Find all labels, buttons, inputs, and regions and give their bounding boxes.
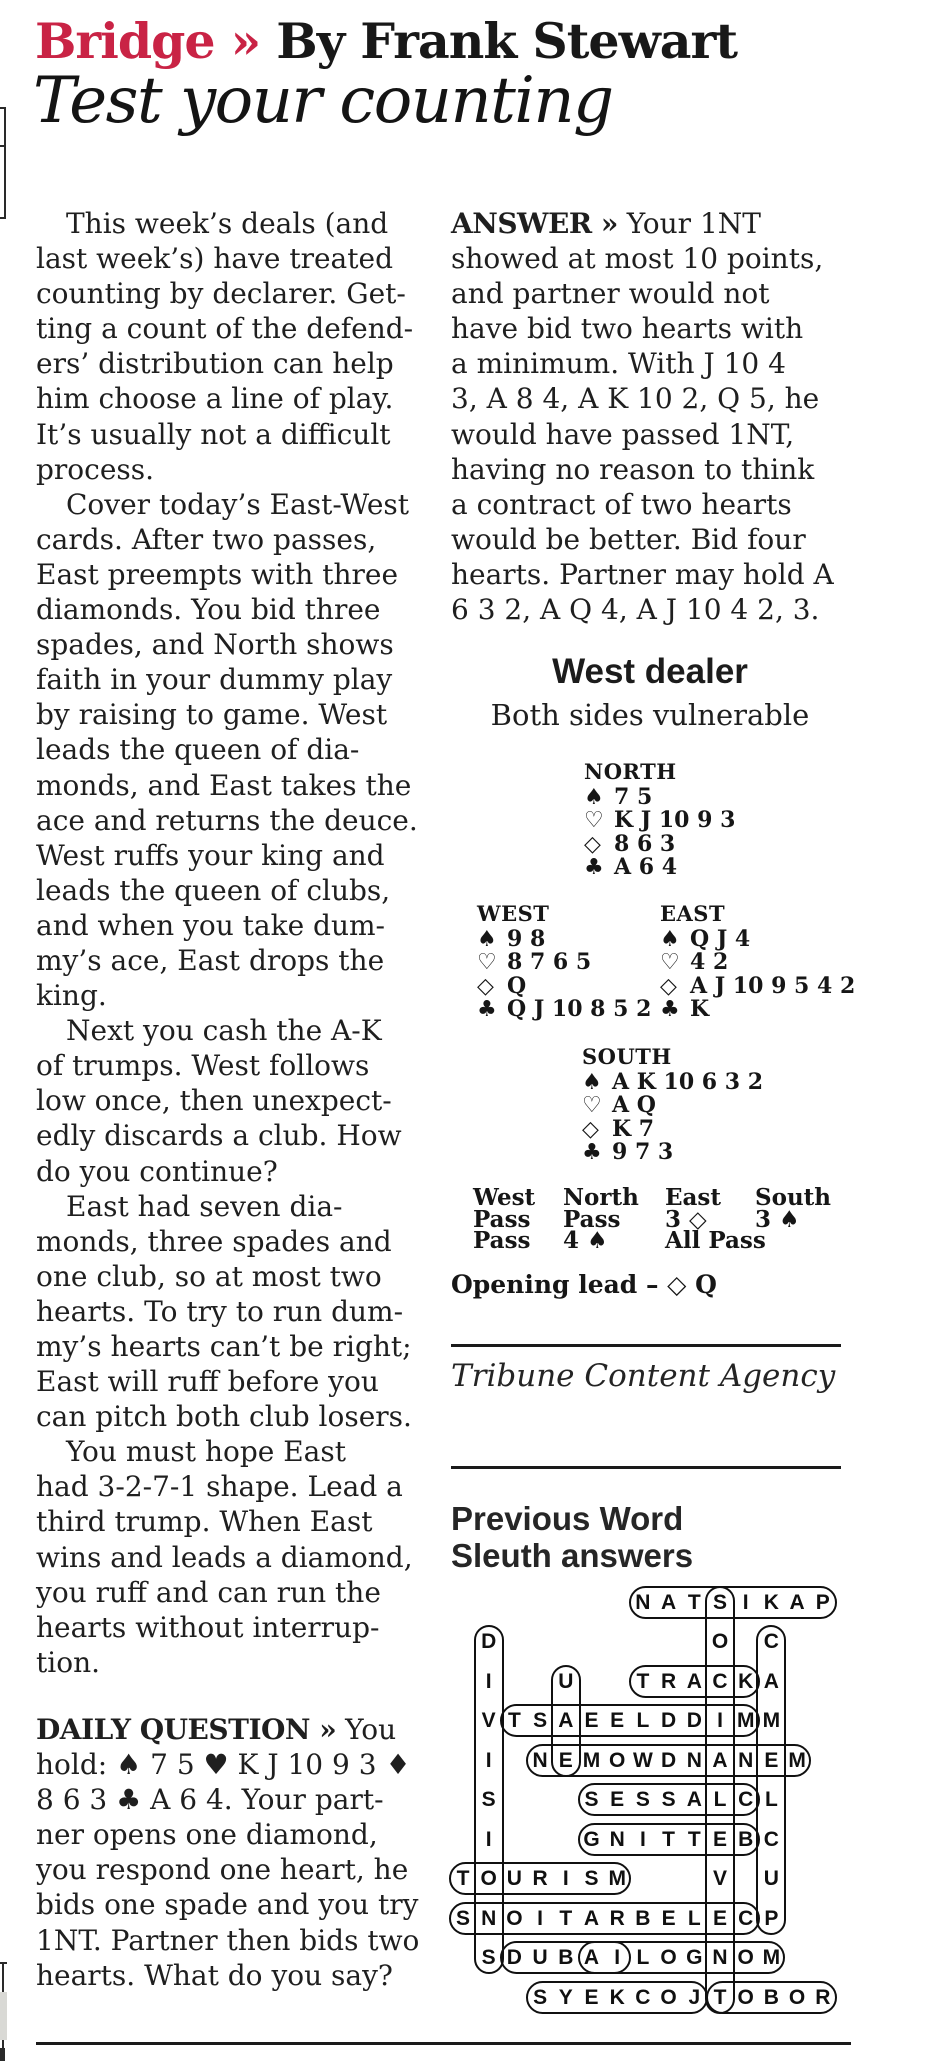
hand-label: SOUTH [582,1044,672,1069]
hand-suit-row [477,925,651,952]
grid-letter: L [687,1906,701,1930]
article-line: a minimum. With J 10 4 [451,347,786,381]
grid-letter: I [717,1709,723,1732]
article-line: having no reason to think [451,452,815,486]
grid-letter: A [583,1946,600,1969]
bid-cell: Pass [563,1206,621,1233]
page-edge-artifact [0,2048,5,2061]
grid-letter: M [608,1867,626,1890]
hand-suit-row [477,951,651,975]
grid-letter: N [635,1590,651,1614]
answer-pill-camel-cup [756,1625,786,1935]
article-line: 6 3 2, A Q 4, A J 10 4 2, 3. [451,593,820,627]
diamond-icon: ◇ [584,831,601,857]
grid-letter: U [558,1669,574,1693]
hand-north [584,760,735,880]
hand-suit-row [660,998,855,1022]
grid-letter: A [661,1590,677,1614]
grid-letter: L [713,1788,727,1811]
article-line: 1NT. Partner then bids two [36,1923,420,1957]
hand-cards: 9 8 [507,925,546,952]
article-line: ANSWER » Your 1NT [451,207,761,240]
grid-letter: G [583,1827,600,1851]
answer-pill-betting [578,1823,760,1856]
agency-credit: Tribune Content Agency [451,1358,836,1394]
article-line: would be better. Bid four [451,522,806,556]
grid-letter: S [481,1946,496,1969]
article-line: hearts without interrup- [36,1610,380,1644]
diamond-icon: ◇ [660,973,677,999]
article-line: king. [36,979,107,1013]
grid-letter: M [582,1748,601,1772]
grid-letter: W [632,1748,653,1772]
heart-icon: ♡ [660,950,680,975]
bid-cell: East [665,1184,722,1211]
grid-letter: T [662,1827,675,1851]
article-line: 8 6 3 ♣ A 6 4. Your part- [36,1783,384,1817]
grid-letter: N [712,1946,728,1969]
grid-letter: A [686,1788,702,1811]
grid-letter: N [609,1827,625,1851]
grid-letter: U [506,1867,522,1890]
grid-letter: T [636,1669,650,1693]
grid-letter: A [686,1669,702,1693]
spade-icon: ♠ [477,926,497,952]
club-icon: ♣ [477,997,497,1022]
word-sleuth-heading-line: Previous Word [451,1500,684,1537]
article-line: by raising to game. West [36,698,388,732]
article-line: my’s hearts can’t be right; [36,1330,412,1363]
grid-letter: M [736,1709,755,1732]
answer-pill-tourism [449,1862,631,1895]
grid-letter: I [742,1590,749,1614]
grid-letter: L [636,1709,650,1732]
grid-letter: C [635,1985,651,2009]
section-name: Bridge [35,12,215,70]
grid-letter: B [738,1827,754,1851]
grid-letter: S [584,1867,599,1890]
grid-letter: E [610,1788,625,1811]
hand-cards: A J 10 9 5 4 2 [690,972,856,999]
grid-letter: I [485,1669,492,1693]
grid-letter: I [485,1827,492,1851]
grid-letter: E [712,1827,727,1851]
grid-letter: C [738,1788,754,1811]
grid-letter: K [763,1590,779,1614]
grid-letter: A [583,1906,600,1930]
word-sleuth-heading-line: Sleuth answers [451,1537,694,1574]
grid-letter: E [610,1709,625,1732]
article-line: you respond one heart, he [36,1853,409,1887]
hand-cards: 8 6 3 [614,830,676,857]
grid-letter: D [661,1748,677,1772]
grid-letter: N [686,1748,702,1772]
hand-cards: A K 10 6 3 2 [612,1068,764,1095]
hand-suit-row [660,972,856,999]
answer-pill-celebrations [449,1902,760,1935]
grid-letter: C [712,1669,728,1693]
article-line: East will ruff before you [36,1365,379,1399]
hand-suit-row [582,1094,763,1118]
headline: Test your counting [33,64,613,138]
answer-pill-pakistan [629,1586,837,1619]
hand-cards: Q J 10 8 5 2 [507,996,652,1022]
article-line: This week’s deals (and [66,207,389,240]
column-masthead [35,12,737,70]
grid-letter: C [738,1906,754,1930]
article-line: leads the queen of clubs, [36,873,391,907]
hand-cards: K [690,996,710,1022]
grid-letter: U [763,1867,779,1890]
grid-letter: E [712,1906,727,1930]
page-edge-artifact [0,107,6,109]
grid-letter: B [635,1906,651,1930]
article-line: hearts. Partner may hold A [451,557,834,591]
answer-pill-social-event [705,1586,735,2014]
article-line: hearts. To try to run dum- [36,1294,404,1328]
grid-letter: A [789,1590,805,1614]
hand-suit-row [584,856,735,880]
hand-cards: 7 5 [614,783,653,810]
grid-letter: T [456,1867,470,1890]
grid-letter: S [533,1985,548,2009]
answer-pill-dubai [500,1941,631,1974]
hand-south [582,1045,763,1165]
article-line: have bid two hearts with [451,312,804,346]
article-line: ers’ distribution can help [36,347,394,381]
grid-letter: P [815,1590,830,1614]
spade-icon: ♠ [584,784,604,810]
article-line: last week’s) have treated [36,242,393,276]
hand-suit-row [584,783,735,810]
grid-letter: T [713,1985,727,2009]
section-lead-label: DAILY QUESTION » [36,1713,337,1746]
answer-block [451,206,834,627]
grid-letter: N [738,1748,754,1772]
divider [36,2042,851,2045]
answer-pill-divisions [474,1625,504,1974]
grid-letter: S [584,1788,599,1811]
grid-letter: V [712,1867,727,1890]
grid-letter: O [737,1946,754,1969]
article-line: wins and leads a diamond, [36,1540,413,1574]
bid-cell: 3 ♠ [755,1206,800,1233]
hand-cards: A 6 4 [614,854,678,880]
page-edge-artifact [0,217,6,219]
heart-icon: ♡ [582,1093,602,1118]
grid-letter: I [639,1827,646,1851]
article-line: tion. [36,1645,100,1679]
hand-suit-row [584,830,735,857]
chevron-separator-icon: » [230,12,261,70]
article-line: third trump. When East [36,1505,373,1539]
article-line: You must hope East [66,1435,346,1469]
article-line: faith in your dummy play [36,663,393,697]
hand-cards: Q J 4 [690,925,751,952]
diamond-icon: ◇ [582,1116,599,1142]
article-line: DAILY QUESTION » You [36,1713,397,1746]
grid-letter: R [609,1906,625,1930]
grid-letter: A [558,1709,574,1732]
article-line: and partner would not [451,277,770,311]
article-line: It’s usually not a difficult [36,417,391,451]
grid-letter: R [661,1669,677,1693]
article-line: Next you cash the A-K [66,1014,382,1048]
vulnerability-line: Both sides vulnerable [490,698,810,732]
hand-label: EAST [660,901,726,926]
grid-letter: E [764,1748,779,1772]
hand-suit-row [584,809,735,833]
hand-suit-row [660,951,855,975]
grid-letter: C [763,1630,779,1653]
article-line: monds, three spades and [36,1224,392,1258]
article-line: a contract of two hearts [451,487,792,521]
answer-pill-classes [578,1783,760,1816]
divider [451,1466,841,1469]
hand-east [660,902,855,1022]
grid-letter: O [737,1985,754,2009]
grid-letter: L [764,1788,778,1811]
grid-letter: S [635,1788,650,1811]
word-sleuth-heading [451,1500,693,1574]
grid-letter: O [660,1985,677,2009]
grid-letter: K [609,1985,625,2009]
bid-cell: Pass [473,1206,531,1233]
article-line: spades, and North shows [36,628,394,662]
heart-icon: ♡ [584,808,604,833]
hand-cards: 9 7 3 [612,1139,674,1165]
hand-cards: 4 2 [690,949,729,975]
hand-suit-row [582,1141,763,1165]
hand-suit-row [477,972,651,999]
grid-letter: J [688,1985,701,2009]
grid-letter: T [687,1827,701,1851]
article-line: hold: ♠ 7 5 ♥ K J 10 9 3 ♦ [36,1748,411,1782]
hand-cards: A Q [612,1092,656,1118]
bid-cell: All Pass [665,1227,766,1254]
article-line: do you continue? [36,1154,278,1188]
divider [451,1344,841,1347]
grid-letter: O [609,1748,626,1772]
grid-letter: B [763,1985,779,2009]
grid-letter: N [532,1748,548,1772]
answer-pill-middle-east [500,1704,759,1737]
article-line: one club, so at most two [36,1259,382,1293]
hand-suit-row [477,998,651,1022]
article-line: ner opens one diamond, [36,1818,378,1852]
answer-pill-men-and-women [526,1744,811,1777]
article-line: ting a count of the defend- [36,312,414,346]
article-line: edly discards a club. How [36,1119,402,1153]
grid-letter: O [711,1630,729,1653]
grid-letter: D [686,1709,702,1732]
hand-suit-row [582,1068,764,1095]
daily-question-block [36,1712,419,1993]
club-icon: ♣ [582,1140,602,1165]
spade-icon: ♠ [660,926,680,952]
grid-letter: S [533,1709,548,1732]
grid-letter: D [506,1946,522,1969]
grid-letter: T [507,1709,521,1732]
grid-letter: I [537,1906,544,1930]
grid-letter: I [614,1946,621,1969]
article-line: diamonds. You bid three [36,593,381,627]
bid-cell: West [473,1184,536,1211]
article-line: West ruffs your king and [36,838,385,872]
grid-letter: T [559,1906,573,1930]
grid-letter: D [481,1630,497,1653]
article-left-column [36,206,418,1680]
article-line: and when you take dum- [36,908,386,942]
bid-cell: South [755,1184,832,1211]
answer-pill-mongolia [578,1941,786,1974]
article-line: hearts. What do you say? [36,1958,393,1992]
grid-letter: U [532,1946,548,1969]
hand-cards: K J 10 9 3 [614,807,736,833]
article-line: counting by declarer. Get- [36,277,406,311]
grid-letter: S [481,1788,496,1811]
grid-letter: L [636,1946,650,1969]
article-line: Cover today’s East-West [66,487,410,521]
grid-letter: T [687,1590,701,1614]
grid-letter: S [712,1590,727,1614]
article-line: leads the queen of dia- [36,733,360,767]
bid-cell: Pass [473,1227,531,1254]
grid-letter: R [815,1985,831,2009]
hand-suit-row [582,1115,763,1142]
grid-letter: Y [558,1985,573,2009]
grid-letter: E [584,1985,599,2009]
hand-suit-row [660,925,855,952]
article-line: can pitch both club losers. [36,1400,412,1434]
page-edge-artifact [0,1992,7,2040]
diamond-icon: ◇ [477,973,494,999]
article-line: my’s ace, East drops the [36,943,385,977]
grid-letter: G [686,1946,703,1969]
hand-label: NORTH [584,759,677,784]
hand-cards: 8 7 6 5 [507,949,592,975]
answer-pill-jockeys [526,1981,708,2014]
grid-letter: A [763,1669,779,1693]
answer-pill-robot [706,1981,837,2014]
club-icon: ♣ [584,855,604,880]
grid-letter: O [480,1867,497,1890]
grid-letter: B [558,1946,574,1969]
grid-letter: C [763,1827,779,1851]
grid-letter: S [661,1788,676,1811]
article-line: showed at most 10 points, [451,242,824,276]
byline: By Frank Stewart [276,12,737,70]
grid-letter: S [455,1906,470,1930]
heart-icon: ♡ [477,950,497,975]
grid-letter: N [481,1906,497,1930]
grid-letter: I [562,1867,569,1890]
answer-pill-uae [551,1665,581,1777]
page-edge-artifact [4,107,6,219]
article-line: process. [36,452,155,486]
grid-letter: O [506,1906,523,1930]
article-line: had 3-2-7-1 shape. Lead a [36,1470,403,1504]
opening-lead: Opening lead – ◇ Q [451,1270,717,1299]
dealer-line: West dealer [552,652,748,691]
grid-letter: A [712,1748,728,1772]
article-line: of trumps. West follows [36,1049,370,1083]
article-line: East preempts with three [36,557,399,591]
article-line: monds, and East takes the [36,768,412,802]
bid-cell: 4 ♠ [563,1227,608,1254]
grid-letter: E [661,1906,676,1930]
grid-letter: E [584,1709,599,1732]
club-icon: ♣ [660,997,680,1022]
article-line: him choose a line of play. [36,382,394,416]
grid-letter: E [558,1748,573,1772]
grid-letter: O [788,1985,806,2009]
grid-letter: P [764,1906,779,1930]
hand-west [477,902,651,1022]
article-line: East had seven dia- [66,1189,343,1223]
grid-letter: I [485,1748,492,1772]
grid-letter: M [762,1709,781,1732]
article-line: you ruff and can run the [36,1575,381,1609]
grid-letter: M [788,1748,806,1772]
grid-letter: V [481,1709,496,1732]
article-line: 3, A 8 4, A K 10 2, Q 5, he [451,382,820,416]
grid-letter: D [661,1709,677,1732]
hand-label: WEST [477,901,550,926]
hand-cards: Q [507,972,527,999]
grid-letter: K [738,1669,754,1693]
article-line: ace and returns the deuce. [36,803,418,837]
grid-letter: M [762,1946,781,1969]
article-line: low once, then unexpect- [36,1084,392,1118]
bid-cell: 3 ◇ [665,1206,707,1233]
article-line: cards. After two passes, [36,522,377,556]
article-line: bids one spade and you try [36,1888,419,1922]
bid-cell: North [563,1184,639,1211]
grid-letter: R [532,1867,548,1890]
answer-pill-track [629,1665,760,1698]
page-edge-artifact [0,145,6,147]
hand-cards: K 7 [612,1115,655,1142]
spade-icon: ♠ [582,1069,602,1095]
article-line: would have passed 1NT, [451,417,795,451]
section-lead-label: ANSWER » [451,207,618,240]
bidding-table [473,1186,853,1256]
grid-letter: O [660,1946,677,1969]
